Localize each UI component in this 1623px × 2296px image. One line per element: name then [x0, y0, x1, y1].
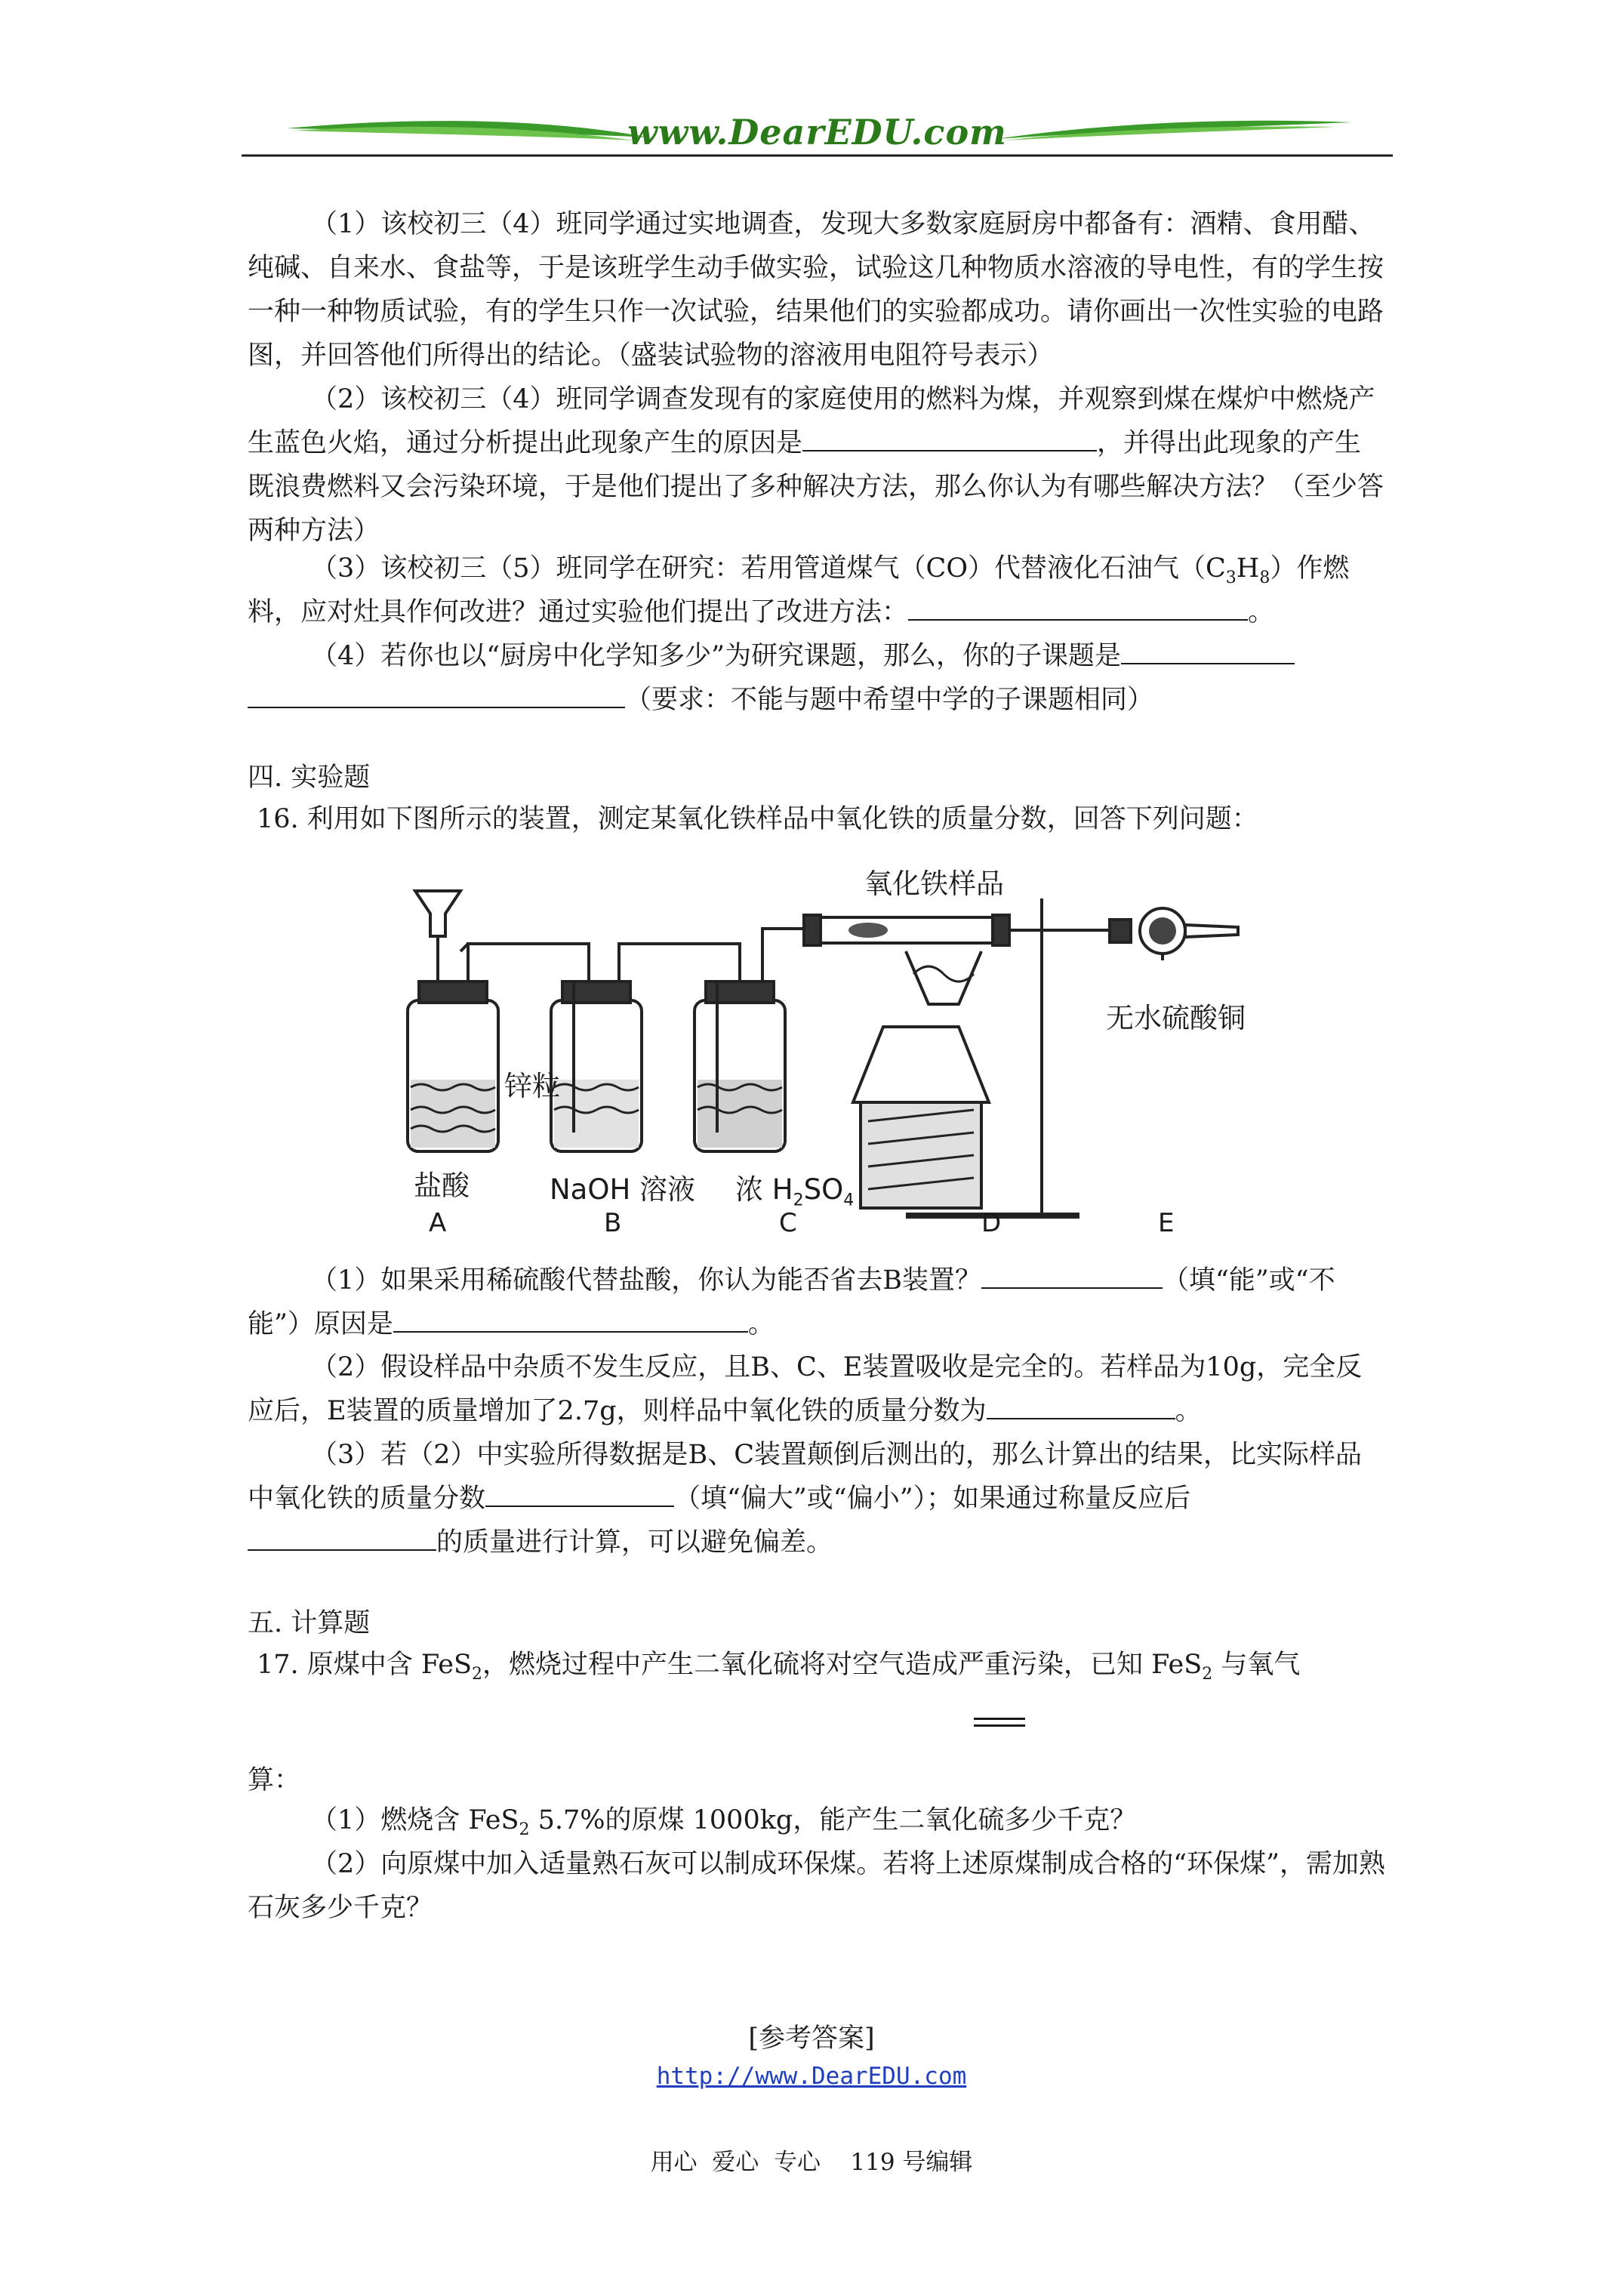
question-17-part-2: （2）向原煤中加入适量熟石灰可以制成环保煤。若将上述原煤制成合格的“环保煤”，需加熟石灰多少千克？	[248, 1849, 1386, 1923]
label-letter-b: B	[604, 1208, 622, 1238]
question-17-stem: 17. 原煤中含 FeS$_2$，燃烧过程中产生二氧化硫将对空气造成严重污染，已知 FeS$_2$ 与氧气	[257, 1650, 1301, 1684]
answer-blank[interactable]	[981, 1262, 1163, 1289]
label-letter-e: E	[1158, 1208, 1175, 1238]
footer-url-link[interactable]: http://www.DearEDU.com	[656, 2063, 967, 2090]
label-letter-c: C	[779, 1208, 797, 1238]
question-17-part-1: （1）燃烧含 FeS$_2$ 5.7%的原煤 1000kg，能产生二氧化硫多少千克？	[311, 1805, 1137, 1839]
question-16-part-1: （1）如果采用稀硫酸代替盐酸，你认为能否省去B装置？ （填“能”或“不能”）原因是 。	[248, 1259, 1387, 1346]
label-anhydrous-copper-sulfate: 无水硫酸铜	[1106, 1002, 1246, 1034]
label-hydrochloric-acid: 盐酸	[414, 1170, 470, 1202]
question-17-stem-tail: 算：	[248, 1765, 301, 1795]
question-16-part-3: （3）若（2）中实验所得数据是B、C装置颠倒后测出的，那么计算出的结果，比实际样品中氧化铁的质量分数 （填“偏大”或“偏小”）；如果通过称量反应后 的质量进行计算，可以避免偏差。	[248, 1440, 1363, 1558]
label-conc-h2so4: 浓 $H_2SO_4$	[735, 1173, 855, 1210]
label-letter-a: A	[429, 1208, 447, 1238]
answer-blank[interactable]	[248, 1524, 436, 1551]
label-iron-oxide-sample: 氧化铁样品	[864, 868, 1004, 900]
apparatus-diagram	[385, 861, 1291, 1268]
equation-equals-sign	[974, 1718, 1025, 1728]
page-header	[242, 106, 1393, 159]
label-zinc-granules: 锌粒	[504, 1070, 560, 1102]
footer-slogan: 用心 爱心 专心 119 号编辑	[650, 2149, 973, 2176]
answer-blank[interactable]	[1121, 637, 1295, 664]
section-heading-experiment: 四. 实验题	[248, 763, 371, 793]
site-logo-text: www.DearEDU.com	[627, 112, 1007, 153]
answer-blank[interactable]	[987, 1392, 1175, 1419]
reference-answer-label: [参考答案]	[748, 2023, 875, 2054]
answer-blank[interactable]	[802, 424, 1097, 451]
question-16-part-2: （2）假设样品中杂质不发生反应，且B、C、E装置吸收是完全的。若样品为10g，完全反应后，E装置的质量增加了2.7g，则样品中氧化铁的质量分数为 。	[248, 1352, 1363, 1426]
question-15-part-3: （3）该校初三（5）班同学在研究：若用管道煤气（CO）代替液化石油气$(C_3H_8)$作燃料，应对灶具作何改进？通过实验他们提出了改进方法： 。	[248, 553, 1350, 627]
question-15-part-2: （2）该校初三（4）班同学调查发现有的家庭使用的燃料为煤，并观察到煤在煤炉中燃烧产生蓝色火焰，通过分析提出此现象产生的原因是 ，并得出此现象的产生既浪费燃料又会污染环境，于是他们提出了多种解决方法，那么你认为有哪些解决方法？（至少答两种方法）	[248, 384, 1384, 546]
question-15-part-4: （4）若你也以“厨房中化学知多少”为研究课题，那么，你的子课题是 （要求：不能与题中希望中学的子课题相同）	[248, 634, 1387, 722]
section-heading-calculation: 五. 计算题	[248, 1608, 371, 1638]
answer-blank[interactable]	[485, 1480, 674, 1507]
question-16-stem: 16. 利用如下图所示的装置，测定某氧化铁样品中氧化铁的质量分数，回答下列问题：	[257, 804, 1258, 834]
answer-blank[interactable]	[908, 593, 1248, 621]
answer-blank[interactable]	[248, 681, 625, 708]
label-letter-d: D	[981, 1208, 1002, 1238]
label-naoh-solution: NaOH 溶液	[550, 1173, 696, 1206]
answer-blank[interactable]	[393, 1305, 748, 1333]
question-15-part-1: （1）该校初三（4）班同学通过实地调查，发现大多数家庭厨房中都备有：酒精、食用醋、纯碱、自来水、食盐等，于是该班学生动手做实验，试验这几种物质水溶液的导电性，有的学生按一种一种物质试验，有的学生只作一次试验，结果他们的实验都成功。请你画出一次性实验的电路图，并回答他们所得出的结论。（盛装试验物的溶液用电阻符号表示）	[248, 209, 1384, 371]
